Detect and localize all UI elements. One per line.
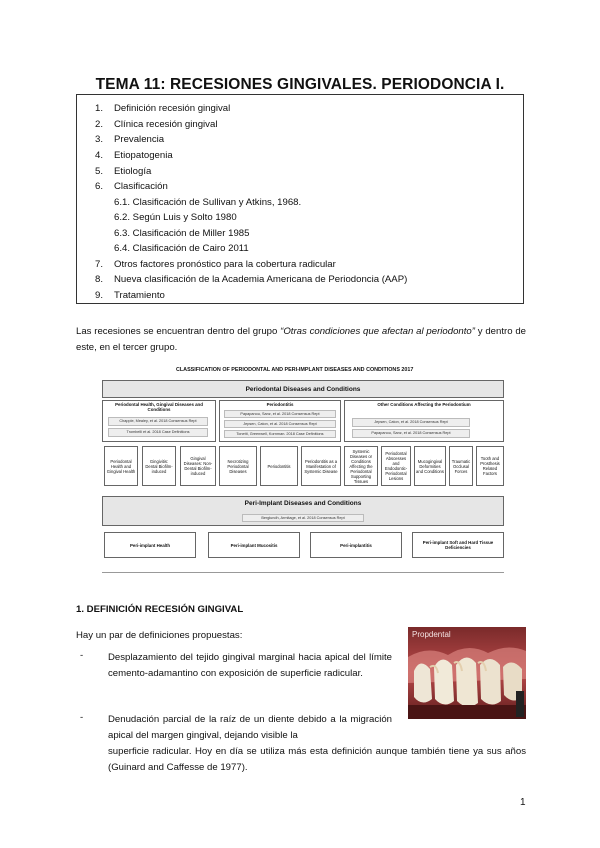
toc-subitem: 6.2. Según Luis y Solto 1980 bbox=[114, 212, 237, 223]
category-box: Mucogingival Deformities and Conditions bbox=[414, 446, 446, 486]
gingival-recession-photo bbox=[408, 627, 526, 719]
toc-item: 8. Nueva clasificación de la Academia Americana de Periodoncia (AAP) bbox=[95, 274, 408, 285]
page-number: 1 bbox=[520, 797, 526, 808]
page-title: TEMA 11: RECESIONES GINGIVALES. PERIODONCIA I. bbox=[95, 76, 505, 93]
diagram-title: CLASSIFICATION OF PERIODONTAL AND PERI-IMPLANT DISEASES AND CONDITIONS 2017 bbox=[176, 367, 414, 373]
bullet-mark: - bbox=[80, 712, 84, 723]
category-box: Systemic Diseases or Conditions Affecting the Periodontal Supporting Tissues bbox=[344, 446, 378, 486]
citation: Jepsen, Caton, et al. 2018 Consensus Rept bbox=[224, 420, 336, 428]
category-box: Periodontitis bbox=[260, 446, 298, 486]
category-box: Periodontal Abscesses and Endodontic-Periodontal Lesions bbox=[381, 446, 411, 486]
toc-subitem: 6.3. Clasificación de Miller 1985 bbox=[114, 228, 250, 239]
column-periodontitis: Periodontitis bbox=[219, 400, 341, 442]
toc-subitem: 6.4. Clasificación de Cairo 2011 bbox=[114, 243, 249, 254]
category-box: Gingival Diseases: Non-Dental Biofilm-induced bbox=[180, 446, 216, 486]
toc-item: 5. Etiología bbox=[95, 166, 152, 177]
citation: Berglundh, Armitage, et al. 2018 Consensus Rept bbox=[242, 514, 364, 522]
column-health: Periodontal Health, Gingival Diseases and Conditions bbox=[102, 400, 216, 442]
citation: Trombelli et al. 2018 Case Definitions bbox=[108, 428, 208, 437]
photo-watermark: Propdental bbox=[412, 630, 451, 639]
toc-item: 6. Clasificación bbox=[95, 181, 168, 192]
category-box: Traumatic Occlusal Forces bbox=[449, 446, 473, 486]
citation: Jepsen, Caton, et al. 2018 Consensus Rept bbox=[352, 418, 470, 427]
bullet-mark: - bbox=[80, 650, 84, 661]
implant-header: Peri-Implant Diseases and Conditions bbox=[102, 496, 504, 526]
table-of-contents bbox=[76, 94, 524, 304]
toc-item: 2. Clínica recesión gingival bbox=[95, 119, 218, 130]
category-box: Necrotizing Periodontal Diseases bbox=[219, 446, 257, 486]
citation: Tonetti, Greenwell, Kornman. 2018 Case Definitions bbox=[224, 430, 336, 438]
category-box: Gingivitis: Dental Biofilm-induced bbox=[142, 446, 176, 486]
category-box: Periodontal Health and Gingival Health bbox=[104, 446, 138, 486]
citation: Papapanou, Sanz, et al. 2018 Consensus Rept bbox=[352, 429, 470, 438]
toc-item: 4. Etiopatogenia bbox=[95, 150, 173, 161]
classification-diagram bbox=[102, 364, 504, 573]
toc-subitem: 6.1. Clasificación de Sullivan y Atkins, 1968. bbox=[114, 197, 302, 208]
section-heading: 1. DEFINICIÓN RECESIÓN GINGIVAL bbox=[76, 604, 244, 615]
implant-box: Peri-implant Mucositis bbox=[208, 532, 300, 558]
toc-item: 3. Prevalencia bbox=[95, 134, 165, 145]
citation: Papapanou, Sanz, et al. 2018 Consensus Rept bbox=[224, 410, 336, 418]
section-lead: Hay un par de definiciones propuestas: bbox=[76, 630, 243, 641]
definition-2: Denudación parcial de la raíz de un diente debido a la migración apical del margen gingival, dejando visible la bbox=[108, 714, 392, 741]
category-box: Tooth and Prosthesis Related Factors bbox=[476, 446, 504, 486]
column-other-conditions: Other Conditions Affecting the Periodontium bbox=[344, 400, 504, 442]
implant-box: Peri-implant Soft and Hard Tissue Deficiencies bbox=[412, 532, 504, 558]
citation: Chapple, Mealey, et al. 2018 Consensus Rept bbox=[108, 417, 208, 426]
definition-2-continued: superficie radicular. Hoy en día se utiliza más esta definición aunque también tiene ya sus años (Guinard and Caffesse de 1977). bbox=[108, 746, 526, 773]
toc-item: 7. Otros factores pronóstico para la cobertura radicular bbox=[95, 259, 336, 270]
implant-box: Peri-implant Health bbox=[104, 532, 196, 558]
toc-item: 9. Tratamiento bbox=[95, 290, 165, 301]
intro-paragraph: Las recesiones se encuentran dentro del grupo “Otras condiciones que afectan al periodonto” y dentro de este, en el tercer grupo. bbox=[76, 326, 527, 353]
category-box: Periodontitis as a Manifestation of Systemic Disease bbox=[301, 446, 341, 486]
periodontal-header: Periodontal Diseases and Conditions bbox=[102, 380, 504, 398]
implant-box: Peri-implantitis bbox=[310, 532, 402, 558]
definition-1: Desplazamiento del tejido gingival marginal hacia apical del límite cemento-adamantino con exposición de superficie radicular. bbox=[108, 652, 392, 679]
toc-item: 1. Definición recesión gingival bbox=[95, 103, 231, 114]
